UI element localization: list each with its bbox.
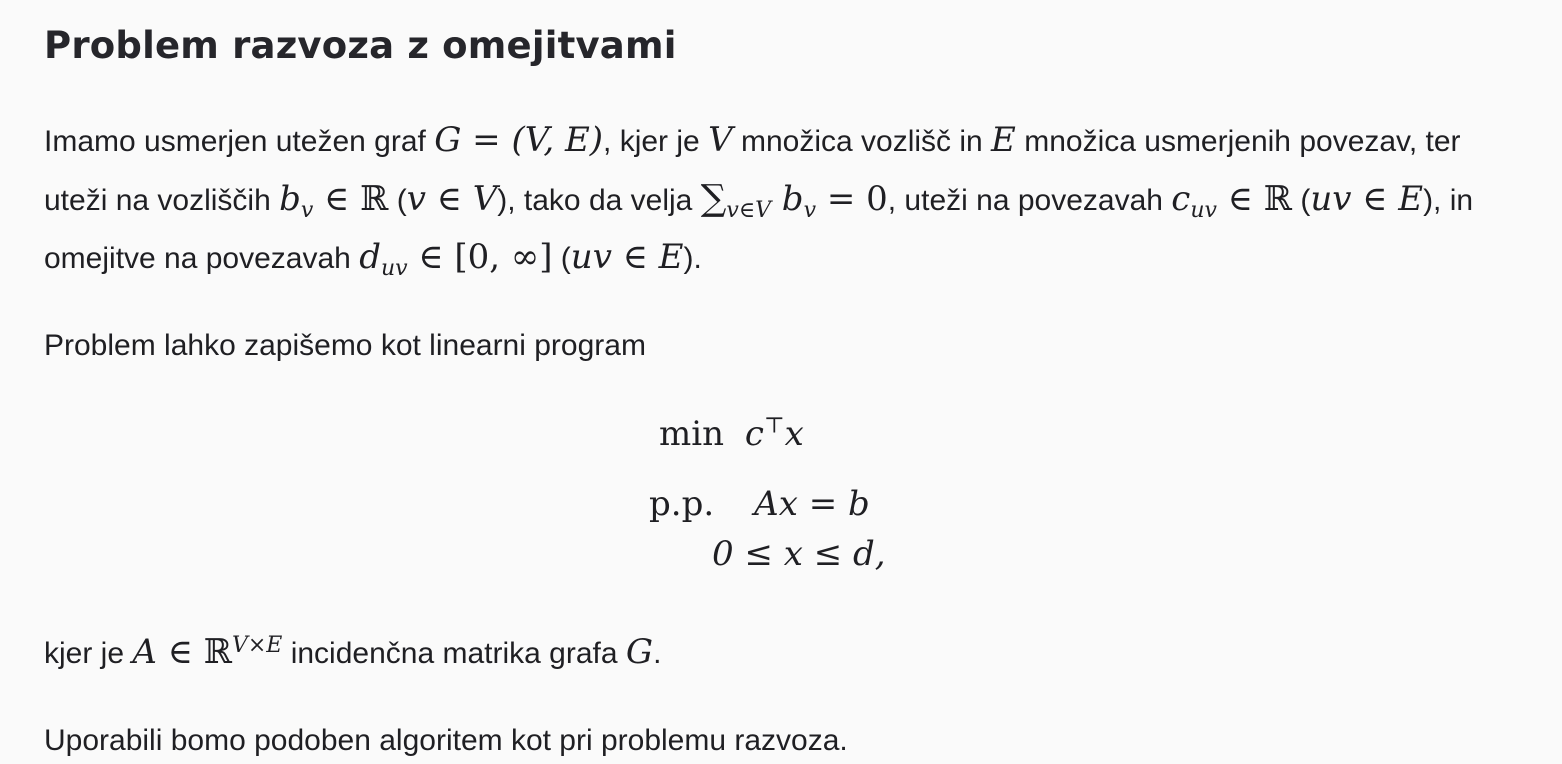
math-in: ∈ [1216,179,1264,219]
math-reals: ℝ [1263,179,1293,219]
math-reals: ℝ [360,179,389,219]
text: , uteži na povezavah [887,184,1172,217]
math-subscript: v [300,198,314,223]
text: Imamo usmerjen utežen graf [44,125,435,158]
text: ( [1292,184,1311,217]
math-subscript: uv [1190,198,1217,223]
math-vertex-in-set: v ∈ V [406,179,498,219]
text: kjer je [44,637,133,670]
document [44,20,1524,764]
math-vertex-weight: b [771,179,804,219]
text: . [653,637,662,670]
linear-program [44,414,1524,594]
lp-transpose: ⊤ [763,413,785,439]
math-subscript: uv [380,256,408,281]
text: ), in omejitve na povezavah [44,184,1474,275]
math-reals: ℝ [203,632,232,672]
math-in: ∈ [156,632,204,672]
paragraph-lp-intro: Problem lahko zapišemo kot linearni program [44,329,646,362]
paragraph-incidence-matrix [44,624,1524,682]
text: ( [388,184,407,217]
math-in: ∈ [313,179,361,219]
math-edge-capacity: d [359,237,381,277]
page-title: Problem razvoza z omejitvami [44,24,677,67]
lp-constraint-1: Ax = b [754,484,870,524]
lp-constraint-2: 0 ≤ x ≤ d, [712,534,886,574]
math-graph: G = (V, E) [434,120,604,160]
text: , kjer je [603,125,709,158]
math-subscript: v [803,198,817,223]
lp-constraint-bounds [712,534,886,574]
math-vertex-set: V [708,120,733,160]
lp-variable: x [784,414,804,454]
math-interval: ∈ [0, ∞] [407,237,553,277]
lp-subject-to: p.p. [649,484,715,524]
text: incidenčna matrika grafa [282,637,626,670]
math-edge-set: E [991,120,1016,160]
paragraph-algorithm: Uporabili bomo podoben algoritem kot pri problemu razvoza. [44,724,848,757]
text: ( [552,242,571,275]
math-sum: ∑ [700,178,727,219]
math-edge-cost: c [1171,179,1191,219]
lp-constraint-equality [649,484,870,524]
paragraph-graph-definition [44,112,1524,287]
text: množica usmerjenih povezav, ter uteži na vozliščih [44,125,1461,217]
lp-objective [659,414,804,454]
math-matrix: A [132,632,157,672]
math-sum-index: v∈V [726,198,771,223]
math-graph-name: G [625,632,654,672]
math-vertex-weight: b [279,179,301,219]
math-edge-in-set: uv ∈ E [570,237,684,277]
lp-min: min [659,414,725,454]
math-equals-zero: = 0 [816,179,888,219]
lp-cost-vector: c [744,414,764,454]
text: ). [683,242,702,275]
text: ), tako da velja [497,184,701,217]
math-edge-in-set: uv ∈ E [1310,179,1424,219]
math-superscript: V×E [231,633,283,658]
text: množica vozlišč in [732,125,992,158]
